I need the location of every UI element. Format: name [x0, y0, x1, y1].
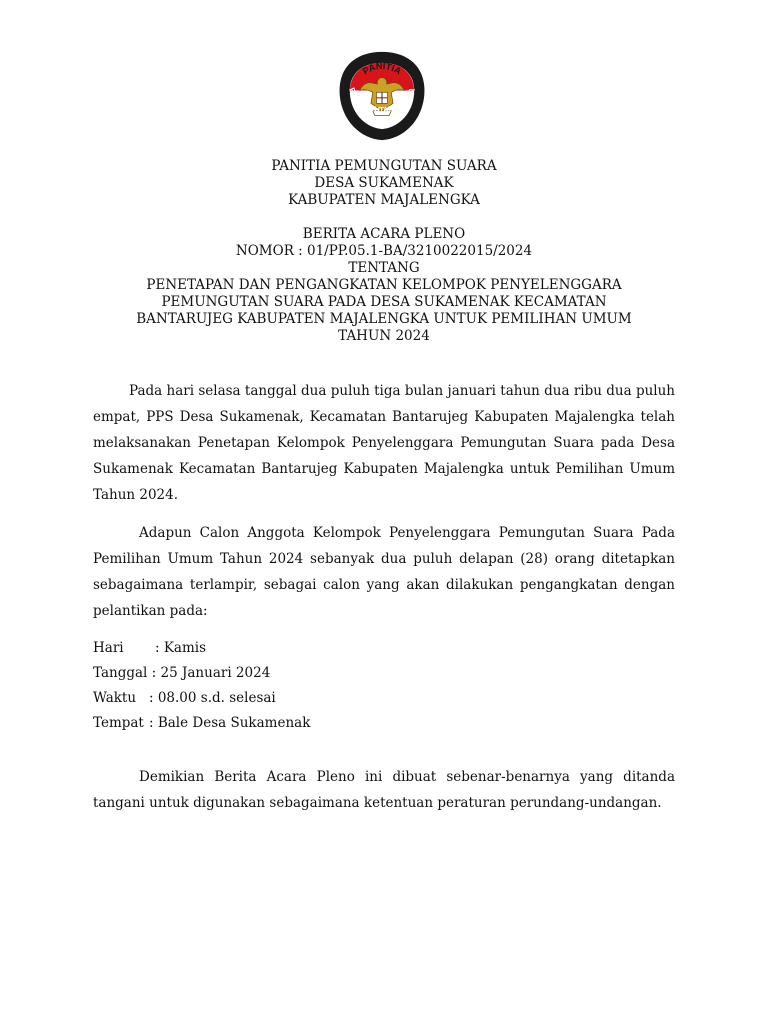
org-line-2: DESA SUKAMENAK	[314, 175, 454, 191]
paragraph-closing	[93, 764, 675, 816]
panitia-pemungutan-suara-logo	[336, 50, 428, 142]
doc-subject-line-3: BANTARUJEG KABUPATEN MAJALENGKA UNTUK PEMILIHAN UMUM	[136, 311, 632, 327]
paragraph-opening	[93, 378, 675, 508]
org-line-1: PANITIA PEMUNGUTAN SUARA	[271, 158, 497, 174]
schedule-label-waktu: Waktu	[93, 690, 137, 706]
schedule-row-tanggal	[93, 661, 593, 686]
schedule-label-tempat: Tempat	[93, 715, 144, 731]
schedule-value-tempat: : Bale Desa Sukamenak	[149, 715, 311, 731]
paragraph-closing-text: Demikian Berita Acara Pleno ini dibuat sebenar-benarnya yang ditanda tangani untuk digunakan sebagaimana ketentuan peraturan perundang-undangan.	[93, 769, 675, 811]
schedule-label-tanggal: Tanggal	[93, 665, 148, 681]
schedule-value-waktu: : 08.00 s.d. selesai	[149, 690, 276, 706]
doc-number: NOMOR : 01/PP.05.1-BA/3210022015/2024	[235, 243, 533, 259]
paragraph-candidates-text: Adapun Calon Anggota Kelompok Penyelenggara Pemungutan Suara Pada Pemilihan Umum Tahun 2024 sebanyak dua puluh delapan (28) orang ditetapkan sebagaimana terlampir, sebagai calon yang akan dilakukan pengangkatan dengan pelantikan pada:	[93, 525, 675, 619]
organization-header	[0, 158, 768, 209]
schedule-row-waktu	[93, 686, 593, 711]
paragraph-candidates	[93, 520, 675, 624]
doc-subject-line-2: PEMUNGUTAN SUARA PADA DESA SUKAMENAK KECAMATAN	[161, 294, 607, 310]
schedule-row-tempat	[93, 711, 593, 736]
doc-subject-line-4: TAHUN 2024	[338, 328, 430, 344]
schedule-list	[93, 636, 593, 736]
logo-top-text: PANITIA	[360, 60, 404, 77]
doc-tentang: TENTANG	[348, 260, 420, 276]
schedule-value-hari: : Kamis	[155, 640, 207, 656]
schedule-label-hari: Hari	[93, 640, 124, 656]
doc-subject-line-1: PENETAPAN DAN PENGANGKATAN KELOMPOK PENYELENGGARA	[146, 277, 622, 293]
doc-title: BERITA ACARA PLENO	[302, 226, 466, 242]
paragraph-opening-text: Pada hari selasa tanggal dua puluh tiga bulan januari tahun dua ribu dua puluh empat, PPS Desa Sukamenak, Kecamatan Bantarujeg Kabupaten Majalengka telah melaksanakan Penetapan Kelompok Penyelenggara Pemungutan Suara pada Desa Sukamenak Kecamatan Bantarujeg Kabupaten Majalengka untuk Pemilihan Umum Tahun 2024.	[93, 383, 675, 503]
org-line-3: KABUPATEN MAJALENGKA	[288, 192, 480, 208]
logo-ring-text: PEMUNGUTAN SUARA	[347, 86, 417, 115]
schedule-value-tanggal: : 25 Januari 2024	[151, 665, 271, 681]
document-title-block	[0, 226, 768, 345]
schedule-row-hari	[93, 636, 593, 661]
